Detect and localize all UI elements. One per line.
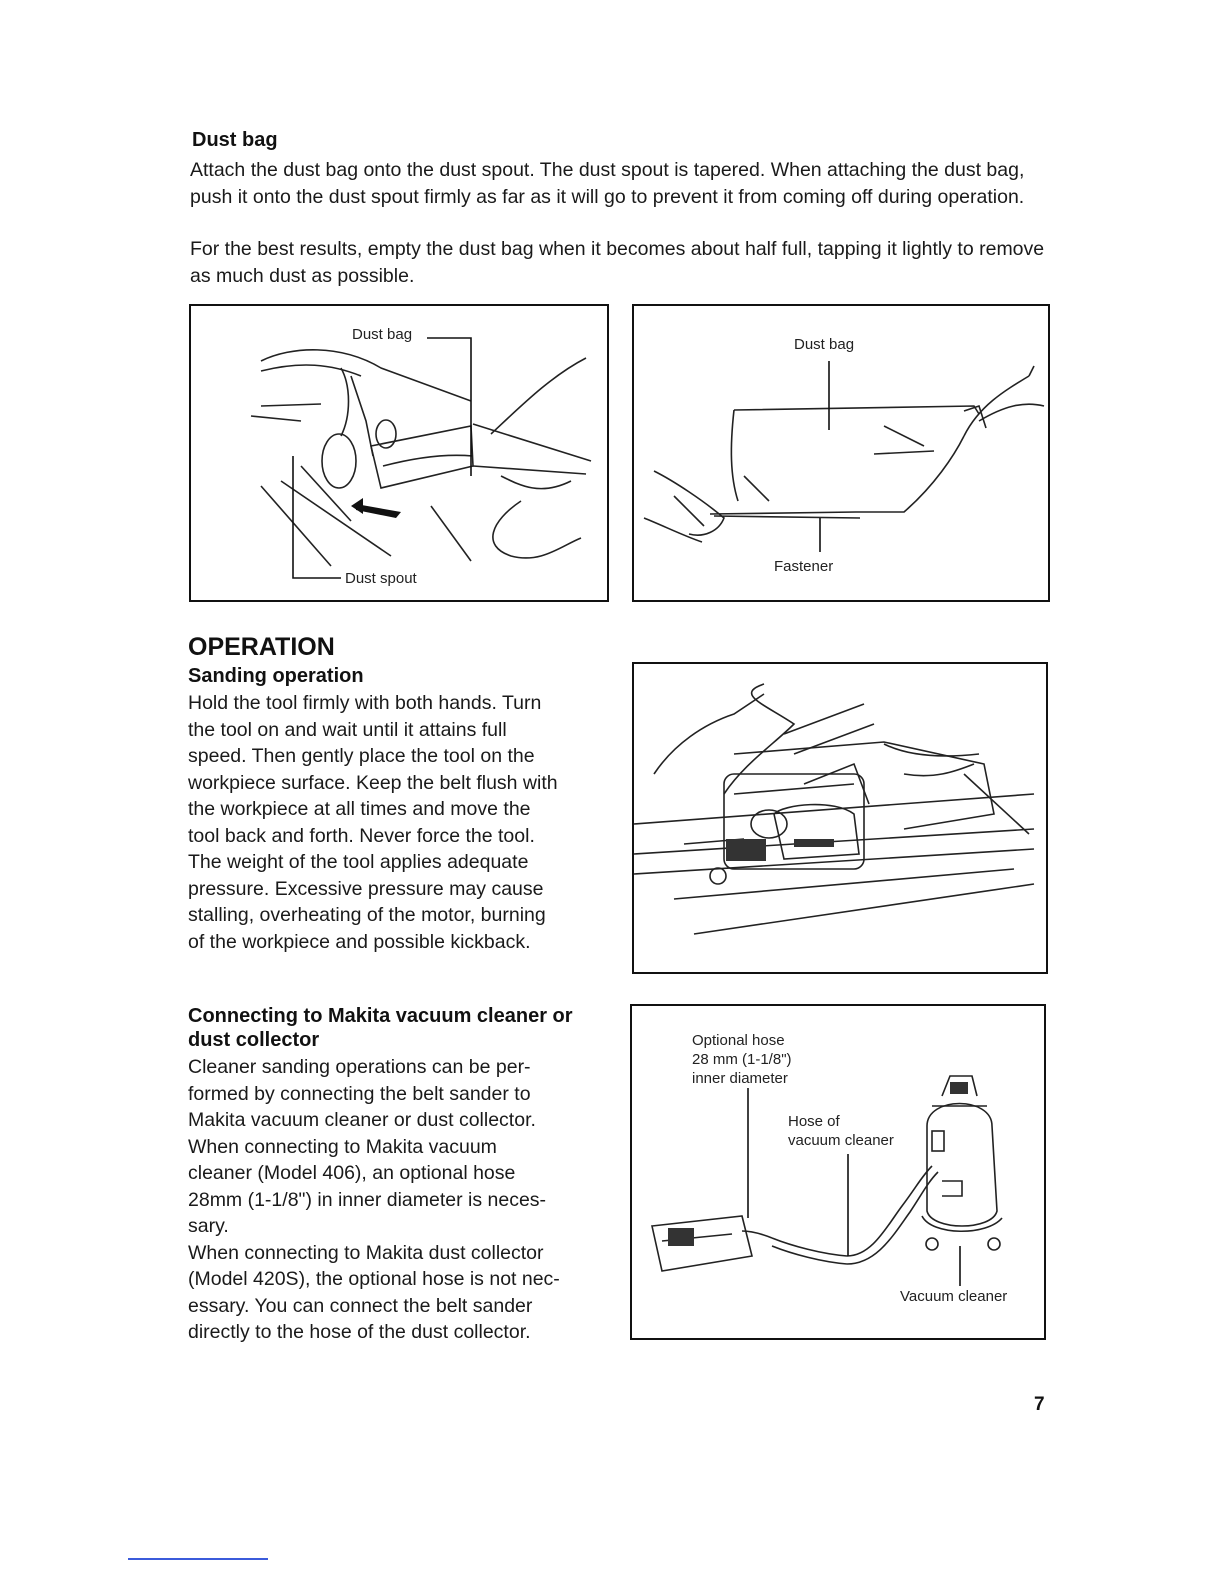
connecting-title-line-2: dust collector bbox=[188, 1029, 320, 1051]
figure-sanding-operation bbox=[632, 662, 1048, 974]
text-line: directly to the hose of the dust collector. bbox=[188, 1321, 531, 1343]
figure-dust-bag-attach bbox=[189, 304, 609, 602]
text-line: of the workpiece and possible kickback. bbox=[188, 930, 531, 953]
dust-bag-title: Dust bag bbox=[192, 129, 278, 151]
text-line: Cleaner sanding operations can be per- bbox=[188, 1056, 531, 1078]
dust-bag-paragraph-1: Attach the dust bag onto the dust spout. The dust spout is tapered. When attaching the dust bag, push it onto the dust spout firmly as far as it will go to prevent it from coming off during operation. bbox=[190, 159, 1025, 208]
label-hose-of-vacuum-1: Hose of bbox=[788, 1113, 840, 1130]
label-fastener: Fastener bbox=[774, 558, 834, 575]
text-line: (Model 420S), the optional hose is not nec- bbox=[188, 1268, 560, 1290]
label-optional-hose-1: Optional hose bbox=[692, 1032, 785, 1049]
label-hose-of-vacuum-2: vacuum cleaner bbox=[788, 1132, 894, 1149]
sanding-operation-text bbox=[188, 690, 608, 955]
figure-vacuum-connection bbox=[630, 1004, 1046, 1340]
text-line: pressure. Excessive pressure may cause bbox=[188, 877, 544, 900]
text-line: the tool on and wait until it attains full bbox=[188, 718, 507, 741]
label-vacuum-cleaner: Vacuum cleaner bbox=[900, 1288, 1008, 1305]
figure-dust-bag-fastener bbox=[632, 304, 1050, 602]
dust-bag-attach-illustration bbox=[191, 306, 607, 600]
connecting-text bbox=[188, 1054, 606, 1346]
label-optional-hose-2: 28 mm (1-1/8") bbox=[692, 1051, 792, 1068]
text-line: workpiece surface. Keep the belt flush with bbox=[188, 771, 558, 794]
text-line: sary. bbox=[188, 1215, 229, 1237]
text-line: cleaner (Model 406), an optional hose bbox=[188, 1162, 516, 1184]
text-line: Makita vacuum cleaner or dust collector. bbox=[188, 1109, 536, 1131]
text-line: When connecting to Makita dust collector bbox=[188, 1241, 544, 1264]
text-line: speed. Then gently place the tool on the bbox=[188, 745, 535, 767]
text-line: the workpiece at all times and move the bbox=[188, 798, 531, 820]
dust-bag-paragraph-2: For the best results, empty the dust bag when it becomes about half full, tapping it lightly to remove as much dust as possible. bbox=[190, 238, 1045, 287]
sanding-operation-title: Sanding operation bbox=[188, 665, 364, 687]
text-line: tool back and forth. Never force the tool. bbox=[188, 824, 535, 847]
label-optional-hose-3: inner diameter bbox=[692, 1070, 788, 1087]
operation-heading: OPERATION bbox=[188, 633, 335, 661]
page-number: 7 bbox=[1034, 1394, 1045, 1415]
label-dust-spout: Dust spout bbox=[345, 570, 417, 587]
label-dust-bag: Dust bag bbox=[352, 326, 413, 343]
sanding-operation-illustration bbox=[634, 664, 1046, 972]
label-dust-bag-right: Dust bag bbox=[794, 336, 855, 353]
text-line: stalling, overheating of the motor, burning bbox=[188, 904, 546, 926]
text-line: 28mm (1-1/8") in inner diameter is neces- bbox=[188, 1188, 547, 1211]
text-line: formed by connecting the belt sander to bbox=[188, 1082, 531, 1105]
footer-rule bbox=[128, 1558, 268, 1560]
text-line: essary. You can connect the belt sander bbox=[188, 1294, 533, 1317]
text-line: When connecting to Makita vacuum bbox=[188, 1135, 497, 1158]
text-line: Hold the tool firmly with both hands. Turn bbox=[188, 692, 542, 714]
connecting-title-line-1: Connecting to Makita vacuum cleaner or bbox=[188, 1005, 573, 1027]
text-line: The weight of the tool applies adequate bbox=[188, 851, 529, 873]
